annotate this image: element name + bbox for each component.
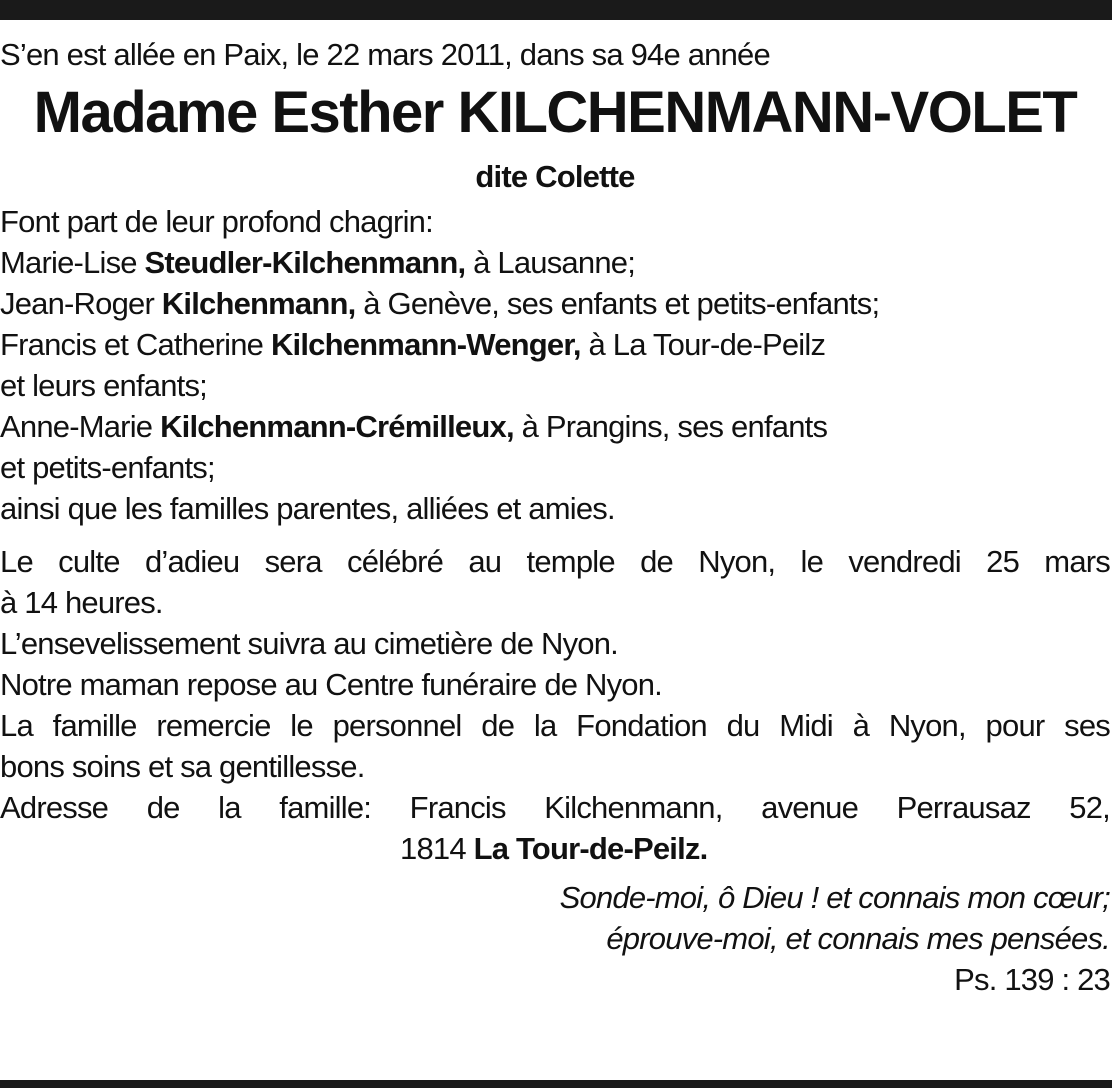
family-surname: Kilchenmann-Wenger,: [270, 327, 581, 362]
family-list: [0, 201, 1110, 529]
service-details: [0, 541, 1110, 869]
thanks-line-end: bons soins et sa gentillesse.: [0, 749, 365, 784]
family-address: Adresse de la famille: Francis Kilchenmann, avenue Perrausaz 52,: [0, 790, 1110, 825]
top-border: [0, 0, 1112, 20]
service-line: Le culte d’adieu sera célébré au temple de Nyon, le vendredi 25 mars: [0, 544, 1110, 579]
family-address-city: [0, 828, 1110, 869]
family-line: Marie-Lise Steudler-Kilchenmann, à Lausanne;: [0, 245, 636, 280]
family-surname: Steudler-Kilchenmann,: [144, 245, 466, 280]
nickname: dite Colette: [475, 159, 635, 194]
family-surname: Kilchenmann,: [161, 286, 356, 321]
address-postcode: 1814: [400, 831, 474, 866]
intro-line: S’en est allée en Paix, le 22 mars 2011, dans sa 94e année: [0, 37, 770, 72]
obituary-notice: [0, 34, 1110, 1000]
family-line: et leurs enfants;: [0, 368, 207, 403]
verse-reference: Ps. 139 : 23: [954, 962, 1110, 997]
announcement-line: Font part de leur profond chagrin:: [0, 204, 433, 239]
burial-line: L’ensevelissement suivra au cimetière de Nyon.: [0, 626, 618, 661]
deceased-name: Madame Esther KILCHENMANN-VOLET: [33, 80, 1077, 145]
bottom-border: [0, 1080, 1112, 1088]
family-line: Francis et Catherine Kilchenmann-Wenger, à La Tour-de-Peilz: [0, 327, 826, 362]
family-line: Jean-Roger Kilchenmann, à Genève, ses enfants et petits-enfants;: [0, 286, 880, 321]
family-line: Anne-Marie Kilchenmann-Crémilleux, à Prangins, ses enfants: [0, 409, 828, 444]
verse-line: Sonde-moi, ô Dieu ! et connais mon cœur;: [559, 880, 1110, 915]
repose-line: Notre maman repose au Centre funéraire de Nyon.: [0, 667, 662, 702]
family-line: et petits-enfants;: [0, 450, 215, 485]
service-time: à 14 heures.: [0, 585, 163, 620]
thanks-line: La famille remercie le personnel de la Fondation du Midi à Nyon, pour ses: [0, 708, 1110, 743]
bible-verse: [0, 877, 1110, 1000]
family-line: ainsi que les familles parentes, alliées et amies.: [0, 491, 615, 526]
address-city-name: La Tour-de-Peilz.: [473, 831, 708, 866]
family-surname: Kilchenmann-Crémilleux,: [160, 409, 514, 444]
verse-line: éprouve-moi, et connais mes pensées.: [606, 921, 1110, 956]
